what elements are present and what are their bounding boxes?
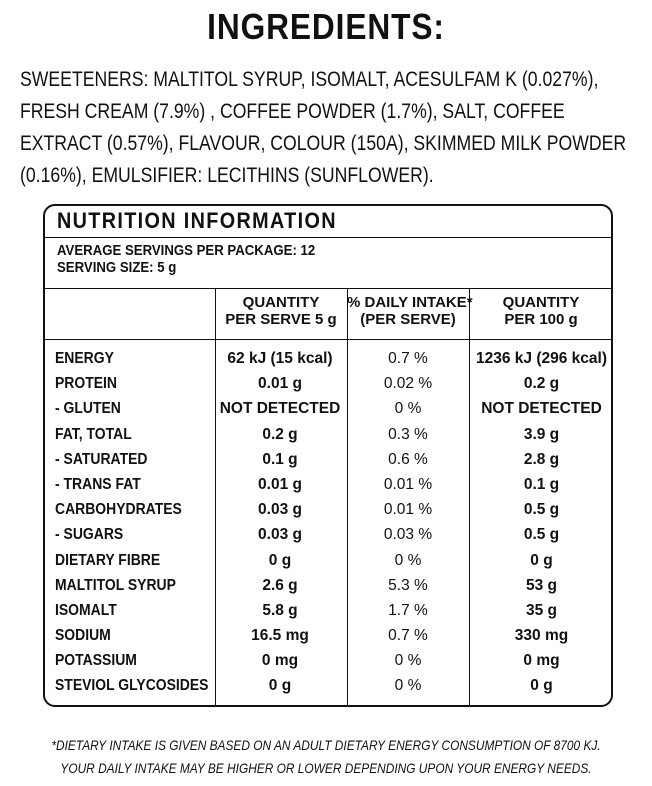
table-row: CARBOHYDRATES 0.03 g 0.01 % 0.5 g — [55, 501, 560, 519]
nutrition-title: NUTRITION INFORMATION — [57, 208, 337, 233]
ingredients-title: INGREDIENTS: — [207, 6, 445, 47]
divider — [45, 288, 611, 289]
column-header-daily-intake: % DAILY INTAKE* (PER SERVE) — [347, 294, 473, 328]
ingredients-list — [20, 64, 633, 192]
footnote-line: *DIETARY INTAKE IS GIVEN BASED ON AN ADULT DIETARY ENERGY CONSUMPTION OF 8700 KJ. — [51, 737, 601, 753]
ingredients-line: FRESH CREAM (7.9%) , COFFEE POWDER (1.7%), SALT, COFFEE — [20, 100, 565, 123]
table-row: ISOMALT 5.8 g 1.7 % 35 g — [55, 601, 557, 619]
ingredients-line: (0.16%), EMULSIFIER: LECITHINS (SUNFLOWER). — [20, 164, 434, 187]
table-row: STEVIOL GLYCOSIDES 0 g 0 % 0 g — [55, 677, 553, 695]
table-row: - TRANS FAT 0.01 g 0.01 % 0.1 g — [55, 475, 560, 493]
table-row: ENERGY 62 kJ (15 kcal) 0.7 % 1236 kJ (296 kcal) — [55, 350, 607, 367]
servings-per-package: AVERAGE SERVINGS PER PACKAGE: 12 — [57, 242, 316, 259]
table-row: - SUGARS 0.03 g 0.03 % 0.5 g — [55, 526, 560, 544]
divider — [45, 339, 611, 340]
nutrition-panel — [43, 204, 613, 707]
table-row: - SATURATED 0.1 g 0.6 % 2.8 g — [55, 450, 560, 468]
table-row: SODIUM 16.5 mg 0.7 % 330 mg — [55, 627, 569, 645]
column-header-per-serve: QUANTITY PER SERVE 5 g — [225, 294, 337, 328]
ingredients-line: SWEETENERS: MALTITOL SYRUP, ISOMALT, ACESULFAM K (0.027%), — [20, 68, 599, 91]
serving-info — [57, 242, 315, 276]
table-row: FAT, TOTAL 0.2 g 0.3 % 3.9 g — [55, 425, 560, 443]
serving-size: SERVING SIZE: 5 g — [57, 259, 177, 276]
footnote — [0, 734, 652, 780]
divider — [45, 237, 611, 238]
footnote-line: YOUR DAILY INTAKE MAY BE HIGHER OR LOWER DEPENDING UPON YOUR ENERGY NEEDS. — [60, 760, 592, 776]
table-row: PROTEIN 0.01 g 0.02 % 0.2 g — [55, 375, 560, 393]
column-header-per-100g: QUANTITY PER 100 g — [502, 294, 580, 328]
table-row: POTASSIUM 0 mg 0 % 0 mg — [55, 652, 560, 670]
ingredients-line: EXTRACT (0.57%), FLAVOUR, COLOUR (150A), SKIMMED MILK POWDER — [20, 132, 627, 155]
table-row: DIETARY FIBRE 0 g 0 % 0 g — [55, 551, 553, 569]
nutrition-table — [45, 346, 613, 699]
table-row: MALTITOL SYRUP 2.6 g 5.3 % 53 g — [55, 576, 557, 594]
table-row: - GLUTEN NOT DETECTED 0 % NOT DETECTED — [55, 400, 602, 418]
